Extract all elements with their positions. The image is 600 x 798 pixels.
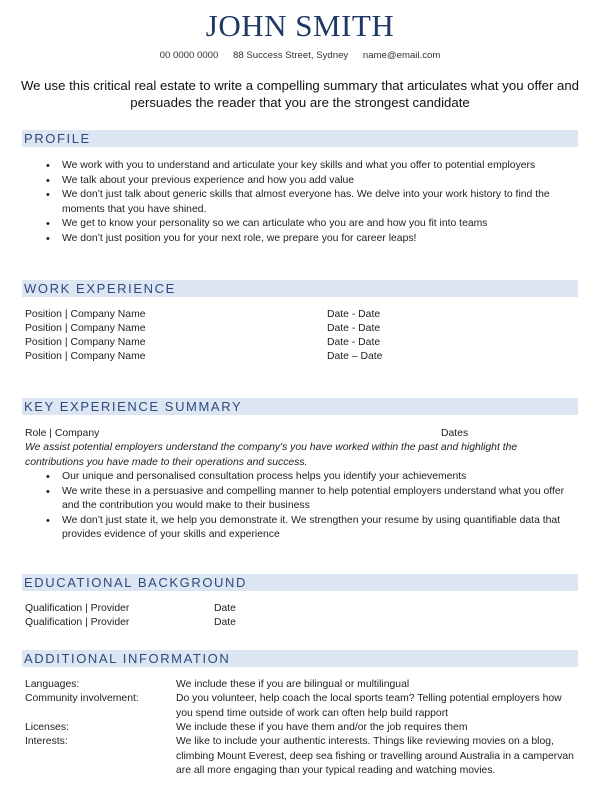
work-row	[25, 322, 575, 336]
position-company: Position | Company Name	[25, 351, 146, 362]
candidate-name: JOHN SMITH	[205, 8, 395, 43]
qualification-provider: Qualification | Provider	[25, 617, 130, 628]
position-company: Position | Company Name	[25, 309, 146, 320]
work-section-header	[22, 280, 578, 297]
summary-statement: We use this critical real estate to write a compelling summary that articulates what you offer and persuades the reader that you are the strongest candidate	[20, 78, 580, 110]
education-date: Date	[214, 603, 236, 614]
work-row	[25, 350, 575, 364]
list-item: • We get to know your personality so we can articulate who you are and how you fit into teams	[46, 217, 576, 232]
list-item: • We don’t just talk about generic skills that almost everyone has. We delve into your work history to find the moments that you have shined.	[46, 188, 576, 217]
role-dates: Dates	[441, 428, 469, 439]
position-company: Position | Company Name	[25, 323, 146, 334]
position-company: Position | Company Name	[25, 337, 146, 348]
education-row	[25, 616, 575, 630]
additional-section-header	[22, 650, 578, 667]
education-date: Date	[214, 617, 236, 628]
info-value: We include these if you are bilingual or multilingual	[176, 679, 410, 690]
list-item: • We don’t just state it, we help you demonstrate it. We strengthen your resume by using quantifiable data that provides evidence of your skills and experience	[46, 514, 576, 543]
work-dates: Date - Date	[327, 309, 381, 320]
info-label: Community involvement:	[25, 693, 139, 704]
work-row	[25, 336, 575, 350]
profile-list	[46, 159, 576, 246]
list-item: • We work with you to understand and articulate your key skills and what you offer to potential employers	[46, 159, 576, 174]
info-value: We include these if you have them and/or the job requires them	[176, 722, 468, 733]
profile-section-header	[22, 130, 578, 147]
kes-description: We assist potential employers understand the company's you have worked within the past and highlight the contributions you have made to their operations and success.	[25, 442, 518, 468]
info-label: Languages:	[25, 679, 80, 690]
email-address: name@email.com	[362, 50, 441, 61]
qualification-provider: Qualification | Provider	[25, 603, 130, 614]
info-label: Interests:	[25, 736, 68, 747]
info-value: We like to include your authentic interests. Things like reviewing movies on a blog, climbing Mount Everest, deep sea fishing or travelling around Australia in a campervan are all more engaging than your typical reading and watching movies.	[176, 736, 574, 776]
section-title: WORK EXPERIENCE	[24, 281, 176, 296]
kes-list	[46, 470, 576, 543]
info-label: Licenses:	[25, 722, 69, 733]
work-row	[25, 308, 575, 322]
list-item: • We talk about your previous experience and how you add value	[46, 174, 576, 189]
section-title: PROFILE	[24, 131, 91, 146]
list-item: • We don’t just position you for your next role, we prepare you for career leaps!	[46, 232, 576, 247]
list-item: • Our unique and personalised consultation process helps you identify your achievements	[46, 470, 576, 485]
work-dates: Date - Date	[327, 323, 381, 334]
work-dates: Date – Date	[327, 351, 383, 362]
section-title: EDUCATIONAL BACKGROUND	[24, 575, 248, 590]
contact-line	[0, 49, 600, 63]
phone-number: 00 0000 0000	[159, 50, 219, 61]
list-item: • We write these in a persuasive and compelling manner to help potential employers understand what you offer and the contribution you would make to their business	[46, 485, 576, 514]
education-section-header	[22, 574, 578, 591]
education-row	[25, 602, 575, 616]
kes-section-header	[22, 398, 578, 415]
info-value: Do you volunteer, help coach the local sports team? Telling potential employers how you spend time outside of work can often help build rapport	[176, 693, 562, 719]
role-company: Role | Company	[25, 428, 100, 439]
work-dates: Date - Date	[327, 337, 381, 348]
section-title: ADDITIONAL INFORMATION	[24, 651, 231, 666]
address: 88 Success Street, Sydney	[233, 50, 349, 61]
section-title: KEY EXPERIENCE SUMMARY	[24, 399, 243, 414]
